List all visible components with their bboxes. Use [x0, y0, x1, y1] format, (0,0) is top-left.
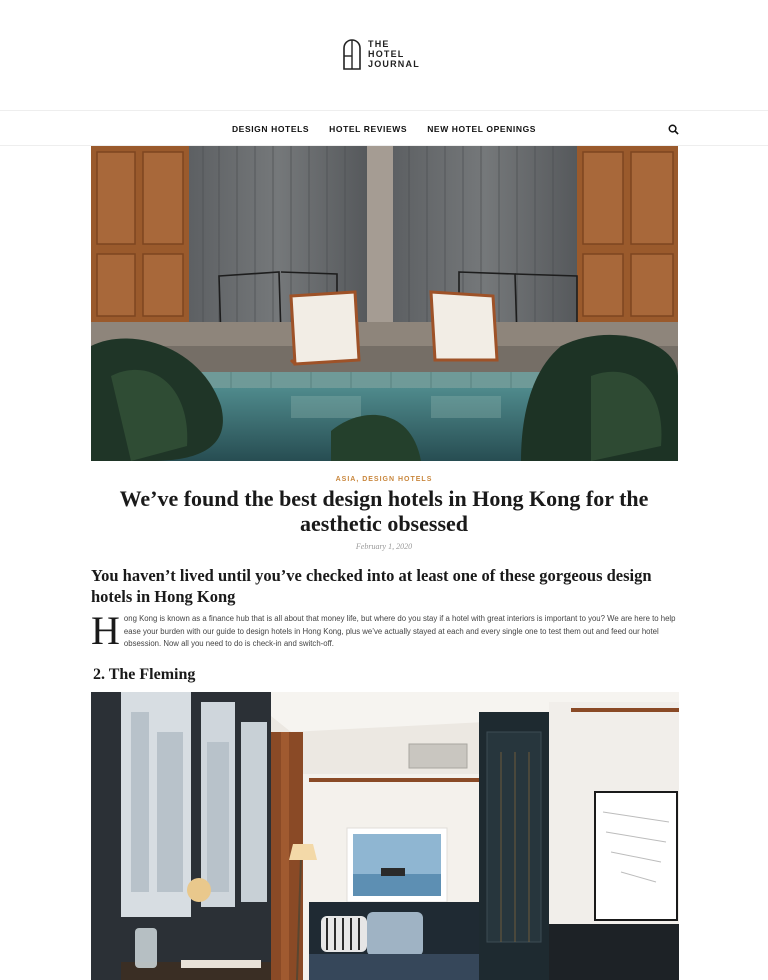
- arch-door-icon: [342, 38, 362, 70]
- nav-items: [0, 111, 768, 147]
- room-illustration: [91, 692, 679, 980]
- logo-line: HOTEL: [368, 49, 405, 59]
- site-logo[interactable]: [342, 38, 420, 70]
- search-icon[interactable]: [668, 124, 679, 135]
- logo-wordmark: [368, 39, 420, 69]
- logo-line: THE: [368, 39, 390, 49]
- logo-line: JOURNAL: [368, 59, 420, 69]
- article-subtitle: You haven’t lived until you’ve checked into at least one of these gorgeous design hotels in Hong Kong: [91, 566, 652, 606]
- section-heading: 2. The Fleming: [93, 666, 196, 683]
- article-title: We’ve found the best design hotels in Hong Kong for the aesthetic obsessed: [119, 486, 649, 536]
- article-category[interactable]: ASIA, DESIGN HOTELS: [335, 476, 433, 483]
- hotel-room-image[interactable]: [91, 692, 679, 980]
- article-date: February 1, 2020: [355, 542, 413, 551]
- site-header: [0, 0, 768, 110]
- main-nav: [0, 110, 768, 146]
- drop-cap: H: [91, 608, 120, 653]
- hero-illustration: [91, 146, 678, 461]
- nav-hotel-reviews[interactable]: HOTEL REVIEWS: [329, 124, 408, 134]
- nav-design-hotels[interactable]: DESIGN HOTELS: [231, 124, 310, 134]
- article-intro: [91, 608, 681, 653]
- hero-image[interactable]: [91, 146, 678, 461]
- intro-paragraph: ong Kong is known as a finance hub that is all about that money life, but where do you stay if a hotel with great interiors is important to you? We are here to help ease your burden with our guide to design hotels in Hong Kong, plus we’ve actually stayed at each and every single one to test them out and feed our hotel obsession. Now all you need to do is check-in and switch-off.: [123, 614, 676, 648]
- nav-new-hotel-openings[interactable]: NEW HOTEL OPENINGS: [427, 124, 537, 134]
